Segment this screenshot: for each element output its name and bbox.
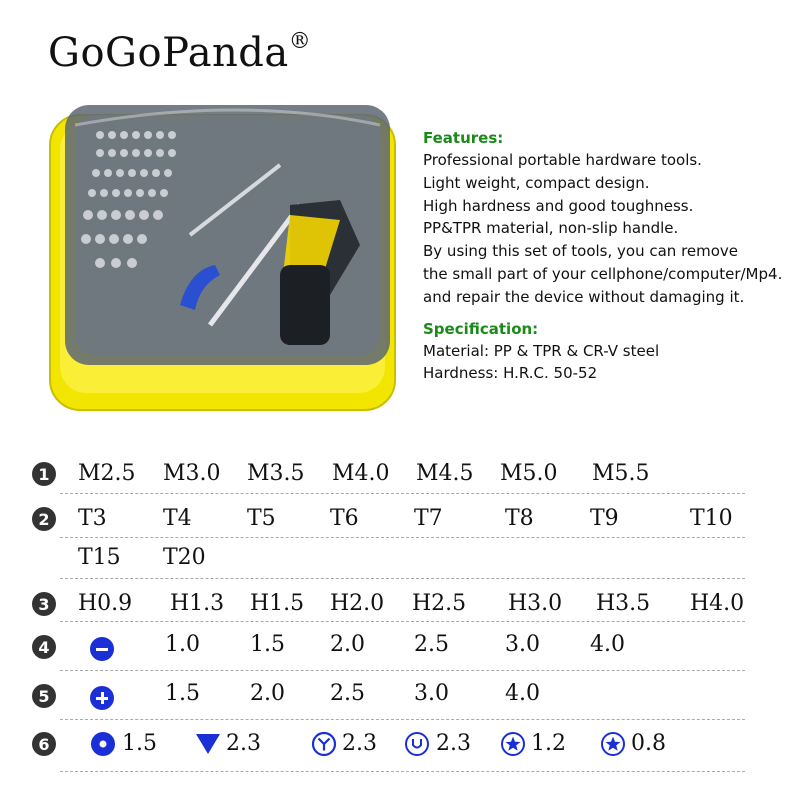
bit-size: 2.0 (250, 681, 285, 706)
row-divider (60, 719, 745, 720)
bit-size: T10 (690, 506, 733, 531)
u-circle-icon (404, 731, 430, 757)
specification-heading: Specification: (423, 319, 539, 338)
bit-size: M3.0 (163, 461, 221, 486)
bit-size: H2.5 (412, 591, 467, 616)
bit-size: 3.0 (414, 681, 449, 706)
row-number-5: 5 (32, 684, 56, 708)
bit-size: 1.5 (250, 632, 285, 657)
brand-name: GoGoPanda (48, 30, 289, 76)
bit-size: 2.5 (414, 632, 449, 657)
bit-size: M5.0 (500, 461, 558, 486)
spec-line: Hardness: H.R.C. 50-52 (423, 364, 598, 383)
dot-circle-icon (90, 731, 116, 757)
row-divider (60, 493, 745, 494)
bit-size: T15 (78, 545, 121, 570)
feature-line: By using this set of tools, you can remove (423, 242, 739, 261)
bit-size: 1.0 (165, 632, 200, 657)
row-number-3: 3 (32, 592, 56, 616)
bit-size: 1.2 (531, 731, 566, 756)
bit-size: T3 (78, 506, 107, 531)
bit-size: 3.0 (505, 632, 540, 657)
bit-size: M3.5 (247, 461, 305, 486)
y-circle-icon (311, 731, 337, 757)
feature-line: Professional portable hardware tools. (423, 151, 702, 169)
bit-size: T9 (590, 506, 619, 531)
bit-size: 1.5 (165, 681, 200, 706)
bit-size: M4.0 (332, 461, 390, 486)
row-divider (60, 771, 745, 772)
product-info (423, 127, 793, 385)
bit-size: 2.3 (436, 731, 471, 756)
bit-size: 1.5 (122, 731, 157, 756)
plus-circle-icon (90, 686, 114, 710)
bit-size: T20 (163, 545, 206, 570)
star-circle-icon (600, 731, 626, 757)
brand-logo (48, 30, 311, 76)
row-divider (60, 670, 745, 671)
feature-line: and repair the device without damaging it. (423, 287, 745, 306)
bit-size: H1.5 (250, 591, 305, 616)
row-divider (60, 537, 745, 538)
minus-circle-icon (90, 637, 114, 661)
row-number-2: 2 (32, 507, 56, 531)
bit-size: M4.5 (416, 461, 474, 486)
feature-line: PP&TPR material, non-slip handle. (423, 219, 679, 238)
bit-size: H2.0 (330, 591, 385, 616)
bit-size: T6 (330, 506, 359, 531)
bit-size: H4.0 (690, 591, 745, 616)
row-number-6: 6 (32, 732, 56, 756)
bit-size: 2.3 (342, 731, 377, 756)
feature-line: the small part of your cellphone/computer/Mp4. (423, 264, 783, 283)
product-image (40, 95, 410, 425)
bit-size: 4.0 (590, 632, 625, 657)
row-number-1: 1 (32, 462, 56, 486)
bit-size: H0.9 (78, 591, 133, 616)
bit-size: 2.3 (226, 731, 261, 756)
bit-size: 4.0 (505, 681, 540, 706)
bit-size: M2.5 (78, 461, 136, 486)
bit-size: 2.0 (330, 632, 365, 657)
bit-size: H1.3 (170, 591, 225, 616)
row-number-4: 4 (32, 635, 56, 659)
features-heading: Features: (423, 129, 504, 147)
feature-line: High hardness and good toughness. (423, 196, 694, 215)
triangle-icon (195, 733, 221, 755)
spec-line: Material: PP & TPR & CR-V steel (423, 341, 660, 360)
bit-size: T5 (247, 506, 276, 531)
bit-size: 2.5 (330, 681, 365, 706)
row-divider (60, 621, 745, 622)
bit-size: 0.8 (631, 731, 666, 756)
bit-size: T7 (414, 506, 443, 531)
row-divider (60, 578, 745, 579)
registered-mark: ® (288, 28, 312, 54)
bit-size: H3.0 (508, 591, 563, 616)
star-circle-icon (500, 731, 526, 757)
bit-size: H3.5 (596, 591, 651, 616)
bit-size: T4 (163, 506, 192, 531)
feature-line: Light weight, compact design. (423, 173, 650, 192)
bit-size: M5.5 (592, 461, 650, 486)
bit-size: T8 (505, 506, 534, 531)
